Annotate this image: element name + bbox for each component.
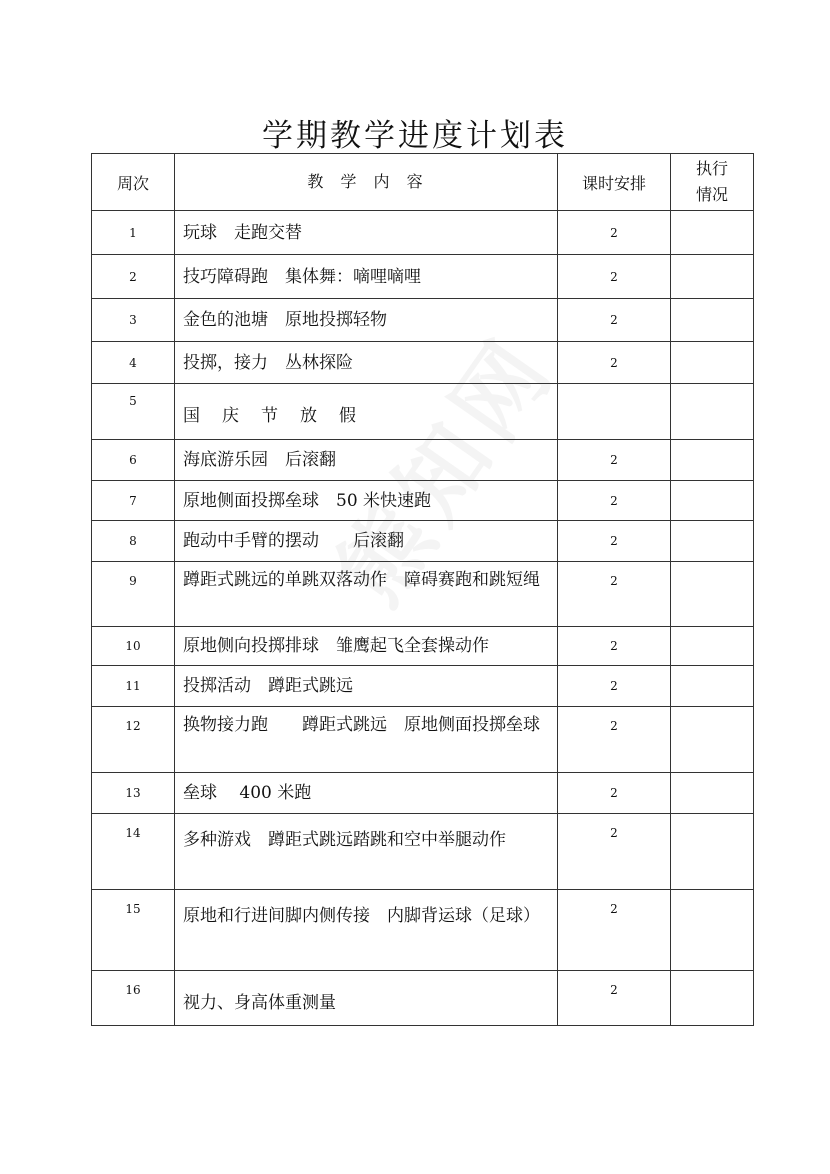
exec-cell bbox=[671, 440, 754, 481]
exec-cell bbox=[671, 255, 754, 299]
hours-cell: 2 bbox=[558, 814, 671, 890]
exec-cell bbox=[671, 971, 754, 1026]
exec-cell bbox=[671, 562, 754, 627]
table-row bbox=[92, 627, 754, 666]
hours-cell: 2 bbox=[558, 707, 671, 773]
week-cell: 13 bbox=[92, 773, 175, 814]
week-cell: 11 bbox=[92, 666, 175, 707]
content-cell: 原地和行进间脚内侧传接 内脚背运球（足球） bbox=[175, 890, 558, 971]
exec-cell bbox=[671, 384, 754, 440]
table-row bbox=[92, 440, 754, 481]
week-cell: 6 bbox=[92, 440, 175, 481]
week-cell: 2 bbox=[92, 255, 175, 299]
header-hours: 课时安排 bbox=[558, 154, 671, 211]
content-cell: 金色的池塘 原地投掷轻物 bbox=[175, 299, 558, 342]
header-exec-line1: 执行 bbox=[695, 159, 728, 178]
week-cell: 7 bbox=[92, 481, 175, 521]
week-cell: 5 bbox=[92, 384, 175, 440]
content-cell: 技巧障碍跑 集体舞：嘀哩嘀哩 bbox=[175, 255, 558, 299]
hours-cell: 2 bbox=[558, 562, 671, 627]
week-cell: 12 bbox=[92, 707, 175, 773]
exec-cell bbox=[671, 627, 754, 666]
table-row bbox=[92, 342, 754, 384]
header-week: 周次 bbox=[92, 154, 175, 211]
hours-cell: 2 bbox=[558, 773, 671, 814]
hours-cell: 2 bbox=[558, 481, 671, 521]
exec-cell bbox=[671, 299, 754, 342]
week-cell: 8 bbox=[92, 521, 175, 562]
hours-cell: 2 bbox=[558, 666, 671, 707]
hours-cell: 2 bbox=[558, 521, 671, 562]
header-content: 教 学 内 容 bbox=[175, 154, 558, 211]
hours-cell bbox=[558, 384, 671, 440]
week-cell: 1 bbox=[92, 211, 175, 255]
exec-cell bbox=[671, 707, 754, 773]
table-row bbox=[92, 481, 754, 521]
content-cell: 投掷，接力 丛林探险 bbox=[175, 342, 558, 384]
hours-cell: 2 bbox=[558, 299, 671, 342]
week-cell: 16 bbox=[92, 971, 175, 1026]
schedule-table bbox=[91, 153, 754, 1026]
content-cell: 国庆节放假 bbox=[175, 384, 558, 440]
exec-cell bbox=[671, 773, 754, 814]
hours-cell: 2 bbox=[558, 971, 671, 1026]
hours-cell: 2 bbox=[558, 440, 671, 481]
content-cell: 多种游戏 蹲距式跳远踏跳和空中举腿动作 bbox=[175, 814, 558, 890]
week-cell: 4 bbox=[92, 342, 175, 384]
hours-cell: 2 bbox=[558, 255, 671, 299]
table-row bbox=[92, 773, 754, 814]
hours-cell: 2 bbox=[558, 890, 671, 971]
table-row bbox=[92, 299, 754, 342]
exec-cell bbox=[671, 342, 754, 384]
page-title: 学期教学进度计划表 bbox=[262, 118, 568, 154]
header-exec-line2: 情况 bbox=[695, 185, 728, 204]
content-cell: 原地侧向投掷排球 雏鹰起飞全套操动作 bbox=[175, 627, 558, 666]
week-cell: 14 bbox=[92, 814, 175, 890]
table-row bbox=[92, 562, 754, 627]
content-cell: 海底游乐园 后滚翻 bbox=[175, 440, 558, 481]
exec-cell bbox=[671, 481, 754, 521]
hours-cell: 2 bbox=[558, 211, 671, 255]
table-row bbox=[92, 707, 754, 773]
content-cell: 投掷活动 蹲距式跳远 bbox=[175, 666, 558, 707]
content-cell: 原地侧面投掷垒球 50 米快速跑 bbox=[175, 481, 558, 521]
week-cell: 10 bbox=[92, 627, 175, 666]
table-row bbox=[92, 890, 754, 971]
table-row bbox=[92, 384, 754, 440]
table-row bbox=[92, 521, 754, 562]
week-cell: 3 bbox=[92, 299, 175, 342]
content-cell: 换物接力跑 蹲距式跳远 原地侧面投掷垒球 bbox=[175, 707, 558, 773]
header-row bbox=[92, 154, 754, 211]
exec-cell bbox=[671, 814, 754, 890]
table-row bbox=[92, 814, 754, 890]
week-cell: 9 bbox=[92, 562, 175, 627]
header-exec bbox=[671, 154, 754, 211]
content-cell: 玩球 走跑交替 bbox=[175, 211, 558, 255]
table-row bbox=[92, 971, 754, 1026]
hours-cell: 2 bbox=[558, 342, 671, 384]
content-cell: 蹲距式跳远的单跳双落动作 障碍赛跑和跳短绳 bbox=[175, 562, 558, 627]
content-cell: 视力、身高体重测量 bbox=[175, 971, 558, 1026]
content-cell: 垒球 400 米跑 bbox=[175, 773, 558, 814]
exec-cell bbox=[671, 890, 754, 971]
exec-cell bbox=[671, 521, 754, 562]
table-row bbox=[92, 211, 754, 255]
hours-cell: 2 bbox=[558, 627, 671, 666]
table-row bbox=[92, 255, 754, 299]
content-cell: 跑动中手臂的摆动 后滚翻 bbox=[175, 521, 558, 562]
week-cell: 15 bbox=[92, 890, 175, 971]
exec-cell bbox=[671, 211, 754, 255]
exec-cell bbox=[671, 666, 754, 707]
table-row bbox=[92, 666, 754, 707]
